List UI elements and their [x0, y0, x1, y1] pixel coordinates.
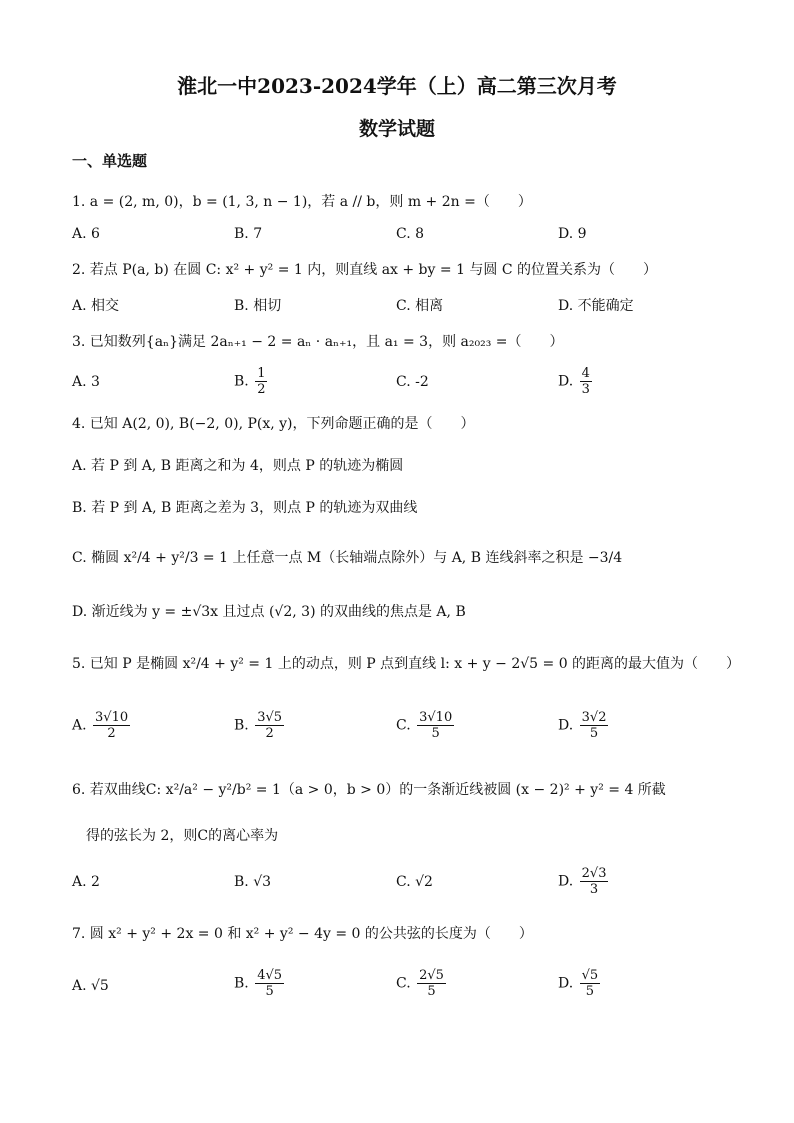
- q4-option-a: A. 若 P 到 A, B 距离之和为 4，则点 P 的轨迹为椭圆: [72, 458, 404, 474]
- q1-option-b: B. 7: [234, 226, 263, 242]
- q7-option-c-label: C.: [396, 975, 411, 992]
- section-heading: 一、单选题: [72, 152, 148, 170]
- exam-subtitle: 数学试题: [358, 118, 435, 140]
- q5-option-c-fraction: $\frac{3√10}{5}$: [419, 710, 453, 741]
- question-1-stem: 1. a = (2, m, 0)，b = (1, 3, n − 1)，若 a // b，则 m + 2n =（ ）: [72, 194, 532, 210]
- q7-option-c: [396, 968, 448, 999]
- q2-option-a: A. 相交: [72, 298, 120, 314]
- question-3-stem: 3. 已知数列{aₙ}满足 2aₙ₊₁ − 2 = aₙ · aₙ₊₁，且 a₁ = 3，则 a₂₀₂₃ =（ ）: [72, 334, 564, 350]
- q7-option-a: A. √5: [72, 978, 109, 994]
- q5-option-c-label: C.: [396, 717, 411, 734]
- q7-option-d-label: D.: [558, 975, 574, 992]
- q7-option-d-fraction: $\frac{√5}{5}$: [581, 968, 599, 999]
- q5-option-d-label: D.: [558, 717, 574, 734]
- question-6-stem-continued: 得的弦长为 2，则C的离心率为: [86, 828, 279, 844]
- q5-option-b-fraction: $\frac{3√5}{2}$: [257, 710, 283, 741]
- q3-option-d: [558, 366, 594, 397]
- q7-option-d: [558, 968, 602, 999]
- q3-option-c: C. -2: [396, 374, 429, 390]
- q3-option-b-fraction: $\frac{1}{2}$: [257, 366, 266, 397]
- q4-option-b: B. 若 P 到 A, B 距离之差为 3，则点 P 的轨迹为双曲线: [72, 500, 418, 516]
- q2-option-b: B. 相切: [234, 298, 282, 314]
- question-2-stem: 2. 若点 P(a, b) 在圆 C: x² + y² = 1 内，则直线 ax + by = 1 与圆 C 的位置关系为（ ）: [72, 262, 658, 278]
- q3-option-d-fraction: $\frac{4}{3}$: [581, 366, 590, 397]
- question-5-stem: 5. 已知 P 是椭圆 x²/4 + y² = 1 上的动点，则 P 点到直线 l: x + y − 2√5 = 0 的距离的最大值为（ ）: [72, 656, 741, 672]
- q1-option-a: A. 6: [72, 226, 100, 242]
- q5-option-a-label: A.: [72, 717, 87, 734]
- q5-option-a-fraction: $\frac{3√10}{2}$: [95, 710, 129, 741]
- q5-option-d: [558, 710, 610, 741]
- q7-option-b-fraction: $\frac{4√5}{5}$: [257, 968, 283, 999]
- q1-option-d: D. 9: [558, 226, 587, 242]
- q6-option-d-fraction: $\frac{2√3}{3}$: [581, 866, 607, 897]
- q6-option-d: [558, 866, 610, 897]
- q6-option-d-label: D.: [558, 873, 574, 890]
- q5-option-a: [72, 710, 132, 741]
- q5-option-b: [234, 710, 286, 741]
- q6-option-c: C. √2: [396, 874, 433, 890]
- q4-option-d: D. 渐近线为 y = ±√3x 且过点 (√2, 3) 的双曲线的焦点是 A, B: [72, 604, 466, 620]
- question-7-stem: 7. 圆 x² + y² + 2x = 0 和 x² + y² − 4y = 0 的公共弦的长度为（ ）: [72, 926, 533, 942]
- q3-option-a: A. 3: [72, 374, 100, 390]
- q7-option-c-fraction: $\frac{2√5}{5}$: [419, 968, 444, 999]
- q2-option-c: C. 相离: [396, 298, 444, 314]
- q5-option-c: [396, 710, 456, 741]
- question-6-stem: 6. 若双曲线C: x²/a² − y²/b² = 1（a > 0，b > 0）的一条渐近线被圆 (x − 2)² + y² = 4 所截: [72, 782, 666, 798]
- q7-option-b-label: B.: [234, 975, 249, 992]
- q6-option-b: B. √3: [234, 874, 272, 890]
- exam-title: 淮北一中2023-2024学年（上）高二第三次月考: [177, 74, 617, 98]
- q7-option-b: [234, 968, 286, 999]
- question-4-stem: 4. 已知 A(2, 0), B(−2, 0), P(x, y)，下列命题正确的是（ ）: [72, 416, 475, 432]
- q6-option-a: A. 2: [72, 874, 100, 890]
- q4-option-c: C. 椭圆 x²/4 + y²/3 = 1 上任意一点 M（长轴端点除外）与 A, B 连线斜率之积是 −3/4: [72, 550, 623, 566]
- q3-option-b: [234, 366, 269, 397]
- q1-option-c: C. 8: [396, 226, 425, 242]
- q5-option-b-label: B.: [234, 717, 249, 734]
- q5-option-d-fraction: $\frac{3√2}{5}$: [581, 710, 607, 741]
- q3-option-b-label: B.: [234, 373, 249, 390]
- q3-option-d-label: D.: [558, 373, 574, 390]
- q2-option-d: D. 不能确定: [558, 298, 634, 314]
